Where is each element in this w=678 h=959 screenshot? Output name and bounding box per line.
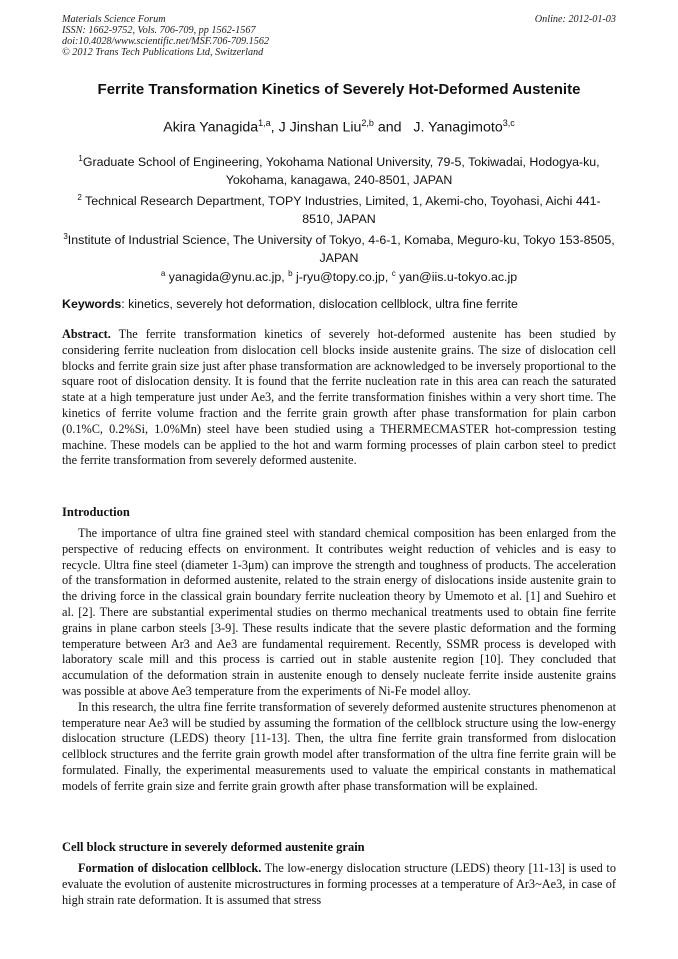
section-heading-introduction: Introduction bbox=[62, 505, 130, 519]
keywords-text: : kinetics, severely hot deformation, dislocation cellblock, ultra fine ferrite bbox=[121, 297, 518, 311]
author-name: Akira Yanagida bbox=[163, 119, 259, 136]
section-heading-cellblock: Cell block structure in severely deformed austenite grain bbox=[62, 840, 365, 854]
email-link[interactable]: j-ryu@topy.co.jp bbox=[296, 270, 385, 285]
email-link[interactable]: yan@iis.u-tokyo.ac.jp bbox=[399, 270, 518, 285]
affiliation-2: $^2$ Technical Research Department, TOPY Industries, Limited, 1, Akemi-cho, Toyohasi, Aichi 441-8510, JAPAN bbox=[77, 193, 601, 227]
keywords-label: Keywords bbox=[62, 297, 122, 311]
subsection-heading: Formation of dislocation cellblock. bbox=[78, 861, 262, 875]
copyright-line: © 2012 Trans Tech Publications Ltd, Switzerland bbox=[62, 47, 264, 58]
author-affiliation-marker: 2,b bbox=[361, 118, 374, 128]
affiliation-3: $^3$Institute of Industrial Science, The University of Tokyo, 4-6-1, Komaba, Meguro-ku, Tokyo 153-8505, JAPAN bbox=[63, 232, 615, 266]
doi-line: doi:10.4028/www.scientific.net/MSF.706-709.1562 bbox=[62, 36, 270, 47]
online-date: Online: 2012-01-03 bbox=[534, 14, 616, 25]
affiliation-1: $^1$Graduate School of Engineering, Yokohama National University, 79-5, Tokiwadai, Hodogya-ku, Yokohama, kanagawa, 240-8501, JAPAN bbox=[78, 154, 600, 188]
abstract bbox=[62, 327, 616, 469]
cellblock-body bbox=[62, 861, 616, 908]
introduction-body bbox=[62, 526, 616, 795]
paragraph: Formation of dislocation cellblock. The low-energy dislocation structure (LEDS) theory [11-13] is used to evaluate the evolution of austenite microstructures in forming processes at a temperature of Ar3~Ae3, in case of high strain rate deformation. It is assumed that stress bbox=[62, 861, 616, 907]
email-link[interactable]: yanagida@ynu.ac.jp bbox=[168, 270, 282, 285]
keywords bbox=[62, 297, 616, 311]
paragraph: The importance of ultra fine grained steel with standard chemical composition has been enlarged from the perspective of reducing effects on environment. It contributes weight reduction of vehicles and is easy to recycle. Ultra fine steel (diameter 1-3μm) can improve the strength and toughness of products. The acceleration of the transformation in deformed austenite, related to the strain energy of dislocations inside austenite grain to the driving force in the classical grain boundary ferrite nucleation theory by Umemoto et al. [1] and Suehiro et al. [2]. There are substantial experimental studies on thermo mechanical treatments used to obtain fine ferrite grains in plane carbon steels [3-9]. These results indicate that the severe plastic deformation and the forming temperature between Ar3 and Ae3 are fundamental requirement. Recently, SSMR process is developed with laboratory scale mill and this process is carried out in stable austenite region [10]. They concluded that accumulation of the deformation strain in austenite enough to densely nucleate ferrite inside austenite grains was possible at above Ae3 temperature from the experiments of Ni-Fe model alloy. bbox=[62, 526, 616, 698]
paragraph: In this research, the ultra fine ferrite transformation of severely deformed austenite structures phenomenon at temperature near Ae3 will be studied by assuming the formation of the cellblock structure using the low-energy dislocation structure (LEDS) theory [11-13]. Then, the ultra fine ferrite grain transformed from dislocation cellblock structures and the ferrite grain growth model after transformation of the ultra fine ferrite grain will be formulated. Finally, the experimental measurements used to valuate the empirical constants in mathematical models of ferrite grain size and ferrite grain growth after phase transformation will be explained. bbox=[62, 699, 616, 793]
journal-name: Materials Science Forum bbox=[62, 14, 166, 25]
email-list: $^a$ yanagida@ynu.ac.jp, $^b$ j-ryu@topy.co.jp, $^c$ yan@iis.u-tokyo.ac.jp bbox=[160, 269, 518, 285]
paper-title: Ferrite Transformation Kinetics of Severely Hot-Deformed Austenite bbox=[97, 81, 581, 98]
issn-line: ISSN: 1662-9752, Vols. 706-709, pp 1562-1567 bbox=[62, 25, 256, 36]
author-name: J. Yanagimoto bbox=[413, 119, 503, 136]
abstract-text: The ferrite transformation kinetics of severely hot-deformed austenite has been studied by considering ferrite nucleation from dislocation cell blocks inside austenite grains. The size of dislocation cell blocks and ferrite grain size just after phase transformation are acknowledged to be inversely proportional to the square root of dislocation density. It is found that the ferrite nucleation rate in this area can reach the saturated state at a high temperature just under Ae3, and the ferrite transformation finishes within a very short time. The kinetics of ferrite volume fraction and the ferrite grain growth after phase transformation for plain carbon (0.1%C, 0.2%Si, 1.0%Mn) steel have been studied using a THERMECMASTER hot-compression testing machine. These models can be applied to the hot and warm forming processes of plain carbon steel to predict the ferrite transformation from severely deformed austenite. bbox=[62, 327, 616, 468]
author-affiliation-marker: 1,a bbox=[258, 118, 271, 128]
author-name: J Jinshan Liu bbox=[278, 119, 362, 136]
abstract-label: Abstract. bbox=[62, 327, 111, 341]
journal-header bbox=[62, 14, 616, 58]
author-affiliation-marker: 3,c bbox=[502, 118, 515, 128]
author-list: Akira Yanagida$^{1,a}$, J Jinshan Liu$^{2,b}$ and J. Yanagimoto$^{3,c}$ bbox=[163, 118, 515, 136]
